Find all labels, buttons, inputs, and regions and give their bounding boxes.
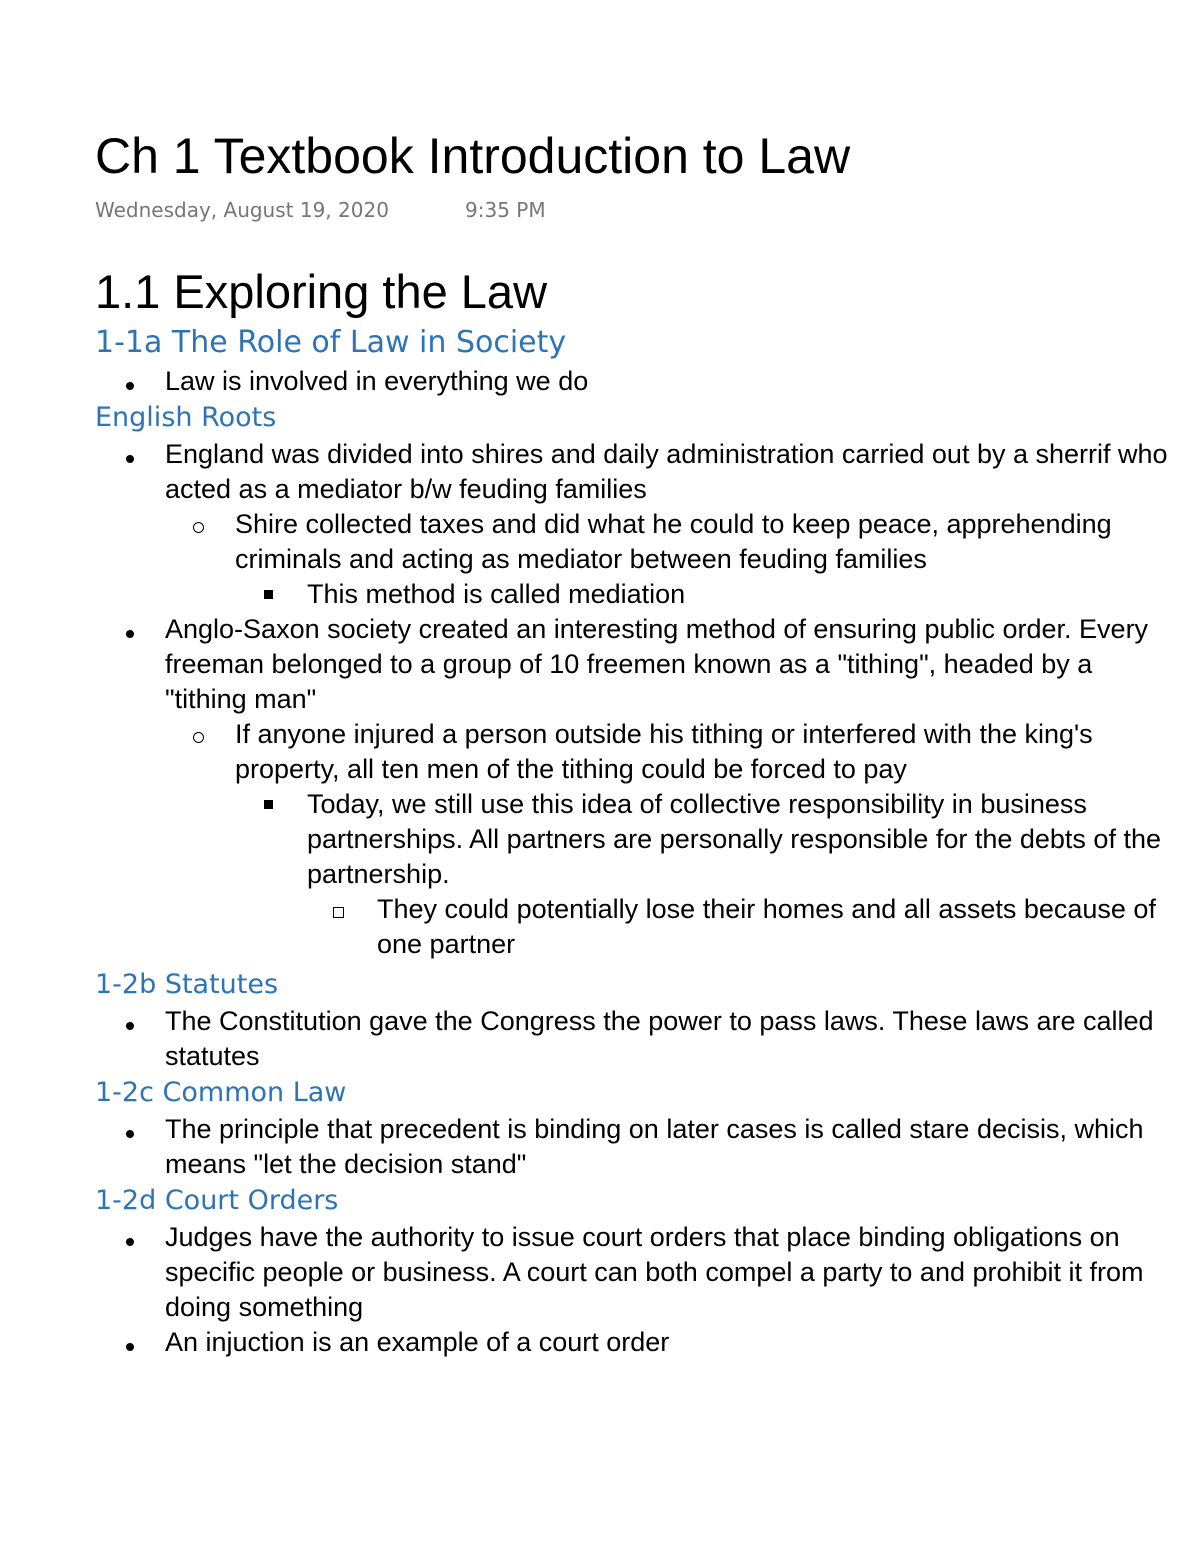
bullet-circle-icon	[183, 507, 213, 542]
subsection-heading-common-law: 1-2c Common Law	[95, 1077, 347, 1108]
subsection-heading-english-roots: English Roots	[95, 402, 277, 433]
page-time: 9:35 PM	[465, 198, 546, 222]
bullet-box-icon	[323, 892, 353, 927]
list-item: Judges have the authority to issue court orders that place binding obligations on specific people or business. A court can both compel a party to and prohibit it from doing something	[95, 1220, 1175, 1325]
list-item: Today, we still use this idea of collective responsibility in business partnerships. All partners are personally responsible for the debts of the partnership.	[95, 787, 1175, 892]
page-date: Wednesday, August 19, 2020	[95, 198, 389, 222]
bullet-dot-icon	[115, 437, 145, 472]
list-item: They could potentially lose their homes and all assets because of one partner	[95, 892, 1175, 962]
list-item: England was divided into shires and daily administration carried out by a sherrif who acted as a mediator b/w feuding families	[95, 437, 1175, 507]
page-timestamp	[95, 196, 546, 224]
bullet-dot-icon	[115, 1220, 145, 1255]
bullet-dot-icon	[115, 1004, 145, 1039]
list-item: Anglo-Saxon society created an interesting method of ensuring public order. Every freeman belonged to a group of 10 freemen known as a "tithing", headed by a "tithing man"	[95, 612, 1175, 717]
list-item: Shire collected taxes and did what he could to keep peace, apprehending criminals and acting as mediator between feuding families	[95, 507, 1175, 577]
bullet-dot-icon	[115, 364, 145, 399]
list-item: An injuction is an example of a court order	[95, 1325, 1175, 1360]
bullet-dot-icon	[115, 612, 145, 647]
page-title: Ch 1 Textbook Introduction to Law	[95, 128, 851, 184]
section-heading: 1.1 Exploring the Law	[95, 265, 548, 318]
bullet-dot-icon	[115, 1325, 145, 1360]
list-item: The Constitution gave the Congress the power to pass laws. These laws are called statutes	[95, 1004, 1175, 1074]
bullet-dot-icon	[115, 1112, 145, 1147]
subsection-heading-statutes: 1-2b Statutes	[95, 969, 279, 1000]
list-item: If anyone injured a person outside his tithing or interfered with the king's property, all ten men of the tithing could be forced to pay	[95, 717, 1175, 787]
bullet-square-icon	[253, 787, 283, 822]
list-item: The principle that precedent is binding on later cases is called stare decisis, which means "let the decision stand"	[95, 1112, 1175, 1182]
subsection-heading-court-orders: 1-2d Court Orders	[95, 1185, 339, 1216]
note-body	[95, 262, 1175, 1360]
list-item: Law is involved in everything we do	[95, 364, 1175, 399]
subsection-heading-role-of-law: 1-1a The Role of Law in Society	[95, 325, 567, 360]
bullet-square-icon	[253, 577, 283, 612]
bullet-circle-icon	[183, 717, 213, 752]
list-item: This method is called mediation	[95, 577, 1175, 612]
